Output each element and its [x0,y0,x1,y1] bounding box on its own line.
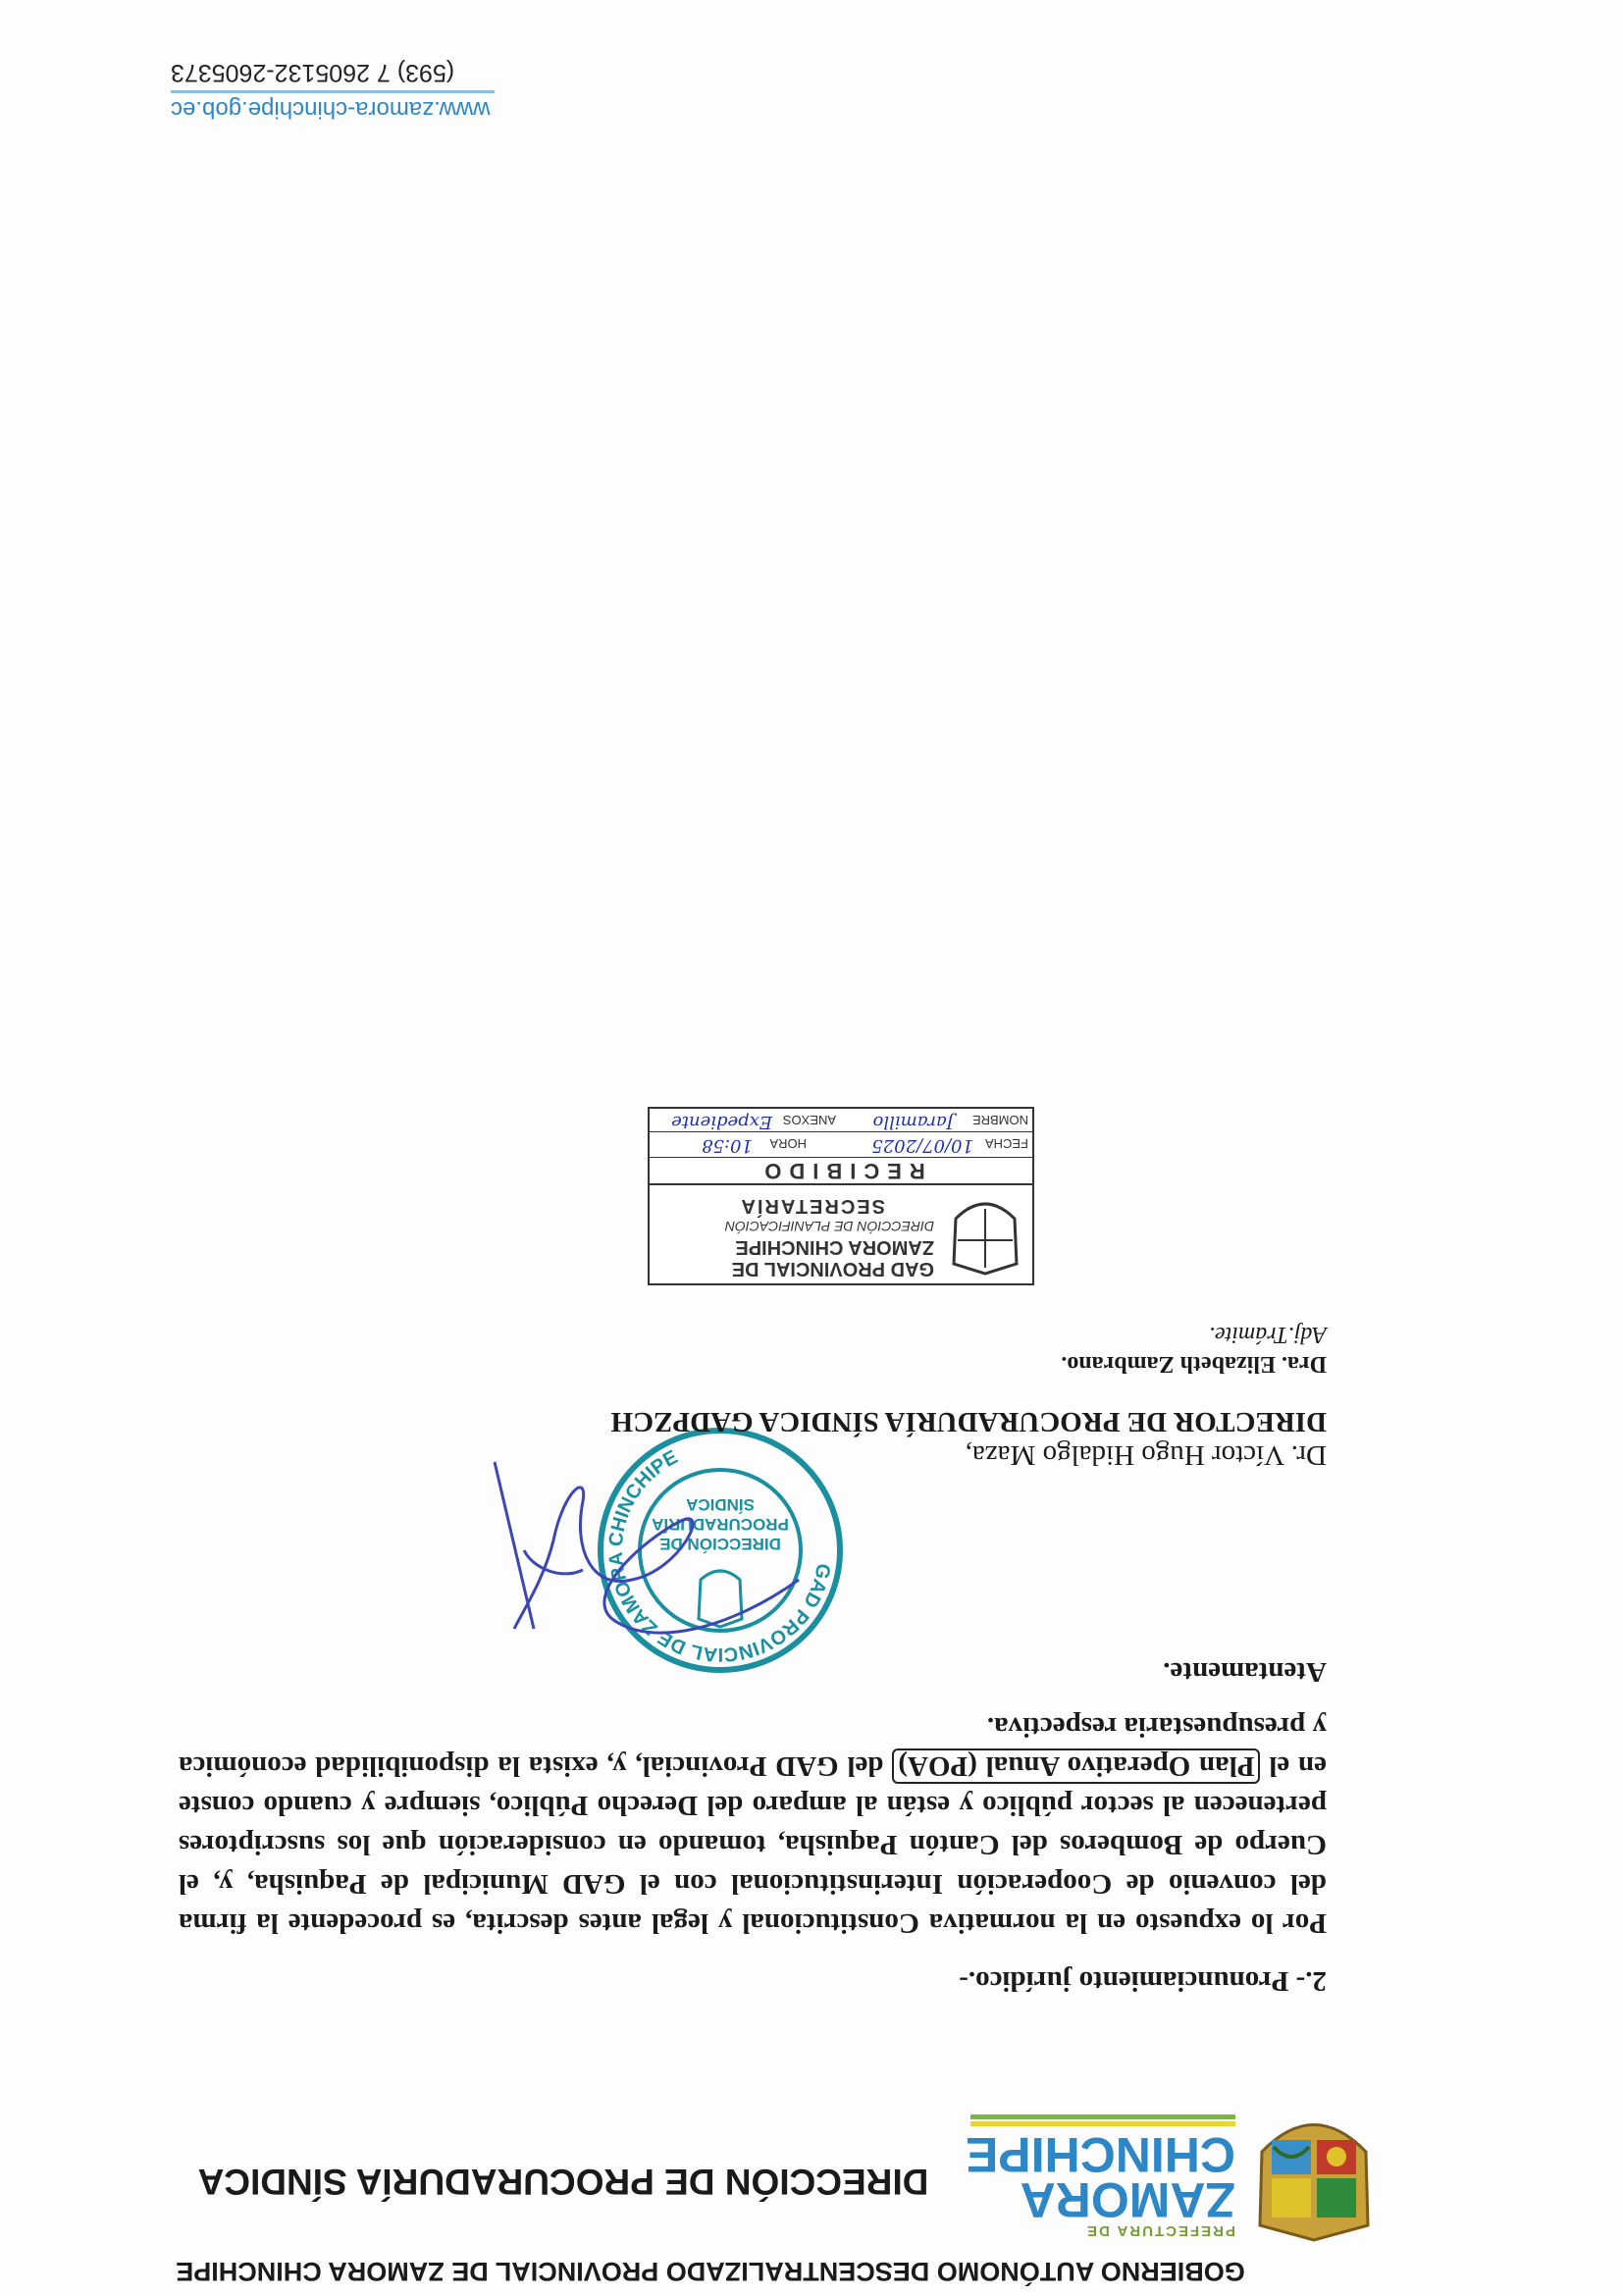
received-stamp-row-fecha [650,1131,1032,1156]
bleed-through-text-lower [161,1042,1456,1079]
paragraph-text-2: del GAD Provincial, y, exista la disponibilidad económica y presupuestaria respectiva. [179,1711,1327,1782]
hora-value: 10:58 [702,1135,753,1156]
received-stamp-header [650,1183,1032,1283]
signer-name: Dr. Víctor Hugo Hidalgo Maza, [965,1439,1327,1471]
provincial-shield-logo [1250,2098,1378,2245]
handwritten-signature [426,1442,818,1688]
paragraph-text-1: Por lo expuesto en la normativa Constitucional y legal antes descrita, es procedente la firma del convenio de Cooperación Interinstitucional con el GAD Municipal de Paquisha, y, el Cuerpo de Bomberos del Cantón Paquisha, tomando en consideración que los suscriptores pertenecen al sector público y están al amparo del Derecho Público, siempre y cuando conste en el [179,1750,1327,1939]
fecha-value: 10/07/2025 [871,1135,973,1156]
department-title: DIRECCIÓN DE PROCURADURÍA SÍNDICA [197,2162,929,2202]
hora-label: HORA [769,1136,807,1151]
government-title: GOBIERNO AUTÓNOMO DESCENTRALIZADO PROVINCIAL DE ZAMORA CHINCHIPE [176,2257,1245,2286]
stamp-outer-text: GAD PROVINCIAL DE ZAMORA CHINCHIPE [604,1446,835,1666]
received-stamp-line-4: SECRETARÍA [739,1195,885,1217]
footer [171,58,681,123]
signer-title: DIRECTOR DE PROCURADURÍA SÍNDICA GADPZCH [610,1406,1327,1437]
signer-block [611,1405,1327,1472]
section-heading: 2.- Pronunciamiento jurídico.- [959,1965,1327,1997]
footer-phone: (593) 7 2605132-2605373 [171,59,455,86]
received-stamp-line-3: DIRECCIÓN DE PLANIFICACIÓN [724,1219,934,1234]
closing-text: Atentamente. [1163,1656,1327,1688]
attachment-note: Adj.Trámite. [1208,1322,1327,1347]
brand-yellow-bar [970,2121,1235,2126]
brand-green-bar [970,2114,1235,2119]
brand-small-text: PREFECTURA DE [1085,2222,1235,2239]
stamp-inner-line-2: PROCURADURÍA [652,1515,789,1534]
brand-line-2: CHINCHIPE [965,2127,1235,2182]
assistant-block [1061,1320,1327,1379]
assistant-name: Dra. Elizabeth Zambrano. [1061,1351,1327,1377]
received-stamp [648,1107,1034,1285]
fecha-label: FECHA [984,1136,1028,1151]
nombre-value: Jaramillo [872,1112,954,1132]
received-stamp-logo [946,1191,1024,1278]
received-stamp-line-1: GAD PROVINCIAL DE [731,1258,934,1279]
received-stamp-row-nombre [650,1109,1032,1132]
footer-url: www.zamora-chinchipe.gob.ec [171,96,491,123]
footer-divider [171,90,495,93]
poa-highlight: Plan Operativo Anual (POA) [892,1748,1260,1784]
received-stamp-title: RECIBIDO [650,1157,1032,1183]
anexos-value: Expediente [671,1112,772,1132]
legal-paragraph [179,1707,1327,1943]
received-stamp-line-2: ZAMORA CHINCHIPE [735,1236,934,1258]
brand-line-1: ZAMORA [1020,2172,1235,2227]
stamp-inner-line-3: SÍNDICA [686,1495,755,1514]
anexos-label: ANEXOS [782,1113,836,1127]
prefectura-brand [966,2114,1235,2239]
stamp-inner-line-1: DIRECCIÓN DE [659,1535,781,1553]
nombre-label: NOMBRE [971,1113,1028,1127]
